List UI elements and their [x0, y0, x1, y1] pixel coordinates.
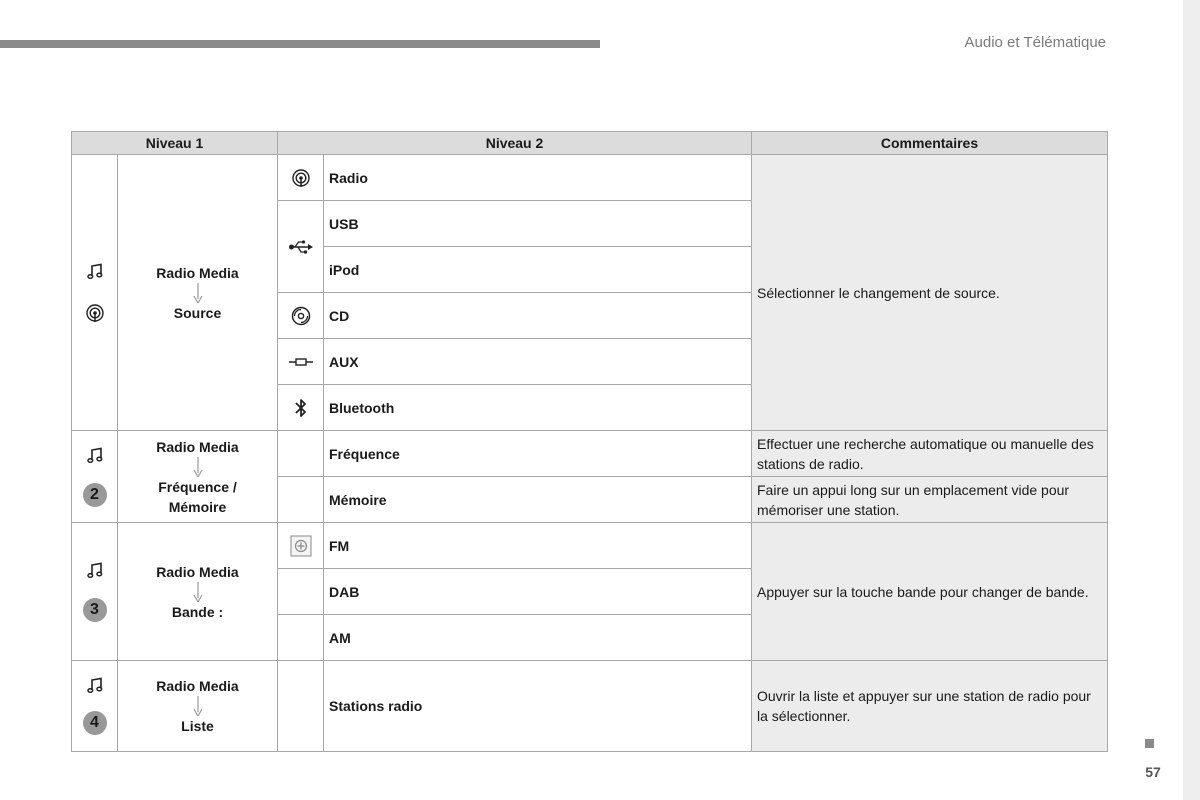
level1-line: Bande :	[171, 603, 224, 620]
band-select-icon	[290, 535, 312, 557]
level2-item-bluetooth: Bluetooth	[324, 385, 752, 431]
level1-line: Radio Media	[156, 438, 239, 455]
level2-icon-cell	[278, 661, 324, 752]
level2-icon-cell	[278, 155, 324, 201]
radio-source-icon	[291, 168, 311, 188]
comment-source: Sélectionner le changement de source.	[752, 155, 1108, 431]
usb-icon	[289, 240, 313, 254]
section-title: Audio et Télématique	[964, 34, 1106, 51]
level2-item-usb: USB	[324, 201, 752, 247]
comment-liste: Ouvrir la liste et appuyer sur une station de radio pour la sélectionner.	[752, 661, 1108, 752]
level2-icon-cell	[278, 569, 324, 615]
radio-source-icon	[85, 303, 105, 323]
level1-line: Radio Media	[156, 678, 239, 694]
table-row	[72, 661, 1108, 752]
step-badge: 3	[83, 598, 107, 622]
page-number: 57	[1145, 764, 1161, 780]
arrow-down-icon	[193, 696, 203, 716]
corner-marker	[1145, 739, 1154, 748]
aux-jack-icon	[289, 357, 313, 367]
level1-line: Mémoire	[168, 498, 227, 515]
comment-bande: Appuyer sur la touche bande pour changer de bande.	[752, 523, 1108, 661]
level2-item-ipod: iPod	[324, 247, 752, 293]
level2-item-frequence: Fréquence	[324, 431, 752, 477]
music-note-icon	[86, 677, 104, 695]
level2-icon-cell	[278, 339, 324, 385]
header-rule	[0, 40, 600, 48]
page-edge-strip	[1183, 0, 1200, 800]
level2-icon-cell	[278, 431, 324, 477]
level2-item-aux: AUX	[324, 339, 752, 385]
level2-icon-cell	[278, 293, 324, 339]
table-row	[72, 155, 1108, 201]
level1-line: Source	[173, 304, 222, 321]
level1-label-liste	[118, 661, 278, 752]
level1-line: Radio Media	[156, 563, 239, 580]
level2-icon-cell	[278, 385, 324, 431]
level2-item-am: AM	[324, 615, 752, 661]
header-level2: Niveau 2	[278, 132, 752, 155]
level1-label-bande	[118, 523, 278, 661]
menu-table	[71, 131, 1108, 752]
music-note-icon	[86, 562, 104, 580]
level2-item-cd: CD	[324, 293, 752, 339]
arrow-down-icon	[193, 582, 203, 602]
level2-item-dab: DAB	[324, 569, 752, 615]
level1-icons-frequence	[72, 431, 118, 523]
level2-icon-cell	[278, 523, 324, 569]
comment-memoire: Faire un appui long sur un emplacement vide pour mémoriser une station.	[752, 477, 1108, 523]
level1-label-frequence	[118, 431, 278, 523]
level1-icons-bande	[72, 523, 118, 661]
table-row	[72, 431, 1108, 477]
step-badge: 4	[83, 711, 107, 735]
level1-line: Fréquence /	[158, 478, 237, 495]
level2-icon-cell	[278, 615, 324, 661]
cd-icon	[291, 306, 311, 326]
arrow-down-icon	[193, 457, 203, 477]
table-header-row	[72, 132, 1108, 155]
level2-icon-cell	[278, 477, 324, 523]
comment-frequence: Effectuer une recherche automatique ou manuelle des stations de radio.	[752, 431, 1108, 477]
header-comments: Commentaires	[752, 132, 1108, 155]
arrow-down-icon	[193, 283, 203, 303]
level2-item-fm: FM	[324, 523, 752, 569]
level1-icons-source	[72, 155, 118, 431]
level1-icons-liste	[72, 661, 118, 752]
level2-item-stations: Stations radio	[324, 661, 752, 752]
level2-icon-cell	[278, 201, 324, 293]
step-badge: 2	[83, 483, 107, 507]
level1-line: Liste	[181, 718, 214, 734]
bluetooth-icon	[294, 397, 308, 419]
header-level1: Niveau 1	[72, 132, 278, 155]
level2-item-radio: Radio	[324, 155, 752, 201]
table-row	[72, 523, 1108, 569]
music-note-icon	[86, 447, 104, 465]
level2-item-memoire: Mémoire	[324, 477, 752, 523]
level1-label-source	[118, 155, 278, 431]
music-note-icon	[86, 263, 104, 281]
level1-line: Radio Media	[156, 264, 239, 281]
